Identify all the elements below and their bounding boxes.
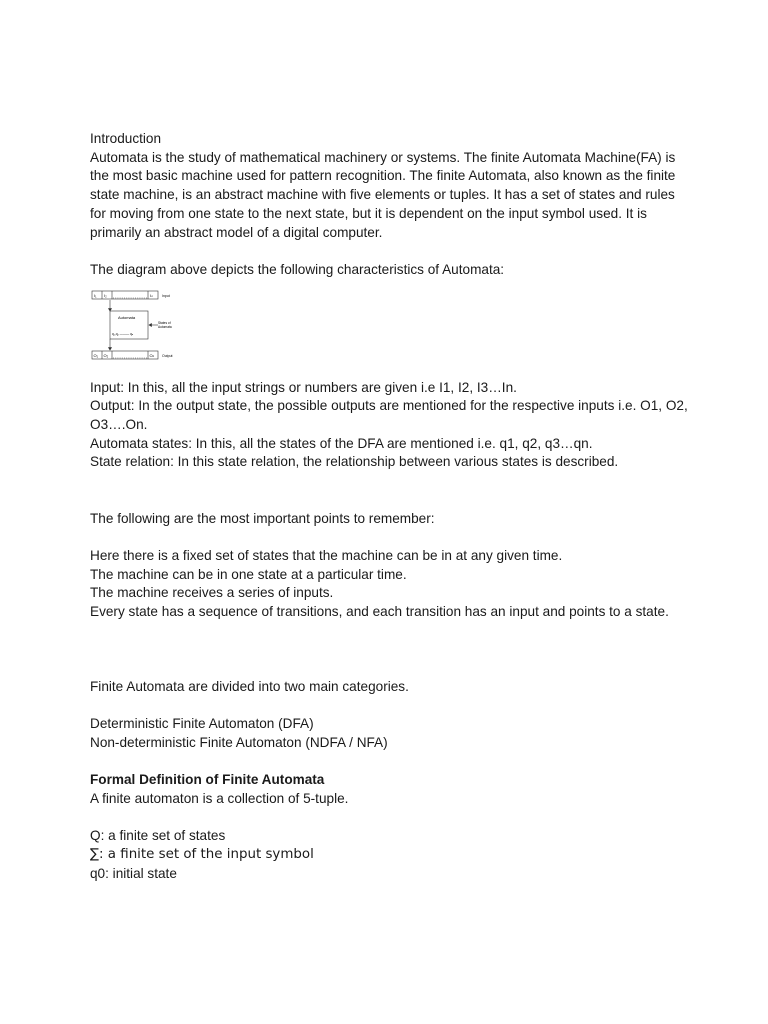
point-item: Every state has a sequence of transitions, and each transition has an input and points to a state. — [90, 604, 669, 620]
tuple-q0: q0: initial state — [90, 865, 177, 881]
formal-intro: A finite automaton is a collection of 5-tuple. — [90, 790, 349, 806]
point-item: The machine receives a series of inputs. — [90, 585, 334, 601]
intro-heading: Introduction — [90, 131, 162, 146]
tuple-q: Q: a finite set of states — [90, 828, 226, 844]
output-cell-n: Oₙ — [149, 352, 155, 358]
states-arrow — [149, 323, 158, 326]
point-item: Here there is a fixed set of states that the machine can be in at any given time. — [90, 547, 563, 563]
output-label: Output — [162, 353, 173, 358]
input-label: Input — [162, 293, 170, 298]
category-item: Non-deterministic Finite Automaton (NDFA / NFA) — [90, 734, 388, 750]
output-tape — [92, 351, 158, 359]
characteristic-states: Automata states: In this, all the states of the DFA are mentioned i.e. q1, q2, q3…qn. — [90, 435, 593, 451]
intro-paragraph: Automata is the study of mathematical machinery or systems. The finite Automata Machine(FA) is the most basic machine used for pattern recognition. The finite Automata, also known as the finite state machine, is an abstract machine with five elements or tuples. It has a set of states and rules for moving from one state to the next state, but it is dependent on the input symbol used. It is primarily an abstract model of a digital computer. — [90, 149, 676, 240]
points-heading: The following are the most important points to remember: — [90, 510, 435, 526]
input-cell-2: I₂ — [104, 292, 107, 298]
tuple-sigma: ∑: a finite set of the input symbol — [90, 847, 314, 862]
input-arrow — [109, 300, 112, 311]
characteristic-input: Input: In this, all the input strings or numbers are given i.e I1, I2, I3…In. — [90, 379, 517, 395]
document-page — [90, 130, 690, 883]
characteristic-relation: State relation: In this state relation, the relationship between various states is described. — [90, 454, 619, 470]
output-cell-2: O₂ — [103, 352, 109, 358]
formal-definition-heading: Formal Definition of Finite Automata — [90, 772, 325, 788]
categories-heading: Finite Automata are divided into two main categories. — [90, 678, 409, 694]
automata-states-text: q₁,q₂ ——— qₙ — [112, 331, 134, 336]
states-label-1: States of — [158, 320, 171, 325]
output-cell-1: O₁ — [93, 352, 98, 358]
characteristic-output: Output: In the output state, the possible outputs are mentioned for the respective inputs i.e. O1, O2, O3….On. — [90, 398, 688, 433]
input-cell-n: Iₙ — [150, 292, 153, 298]
diagram-intro: The diagram above depicts the following characteristics of Automata: — [90, 261, 505, 277]
states-label-2: Automata — [158, 324, 172, 329]
output-arrow — [109, 339, 112, 350]
input-tape — [92, 291, 158, 299]
automata-diagram — [90, 289, 186, 371]
automata-box-label: Automata — [118, 314, 136, 320]
input-cell-1: I₁ — [94, 292, 97, 298]
point-item: The machine can be in one state at a particular time. — [90, 566, 407, 582]
category-item: Deterministic Finite Automaton (DFA) — [90, 716, 314, 732]
